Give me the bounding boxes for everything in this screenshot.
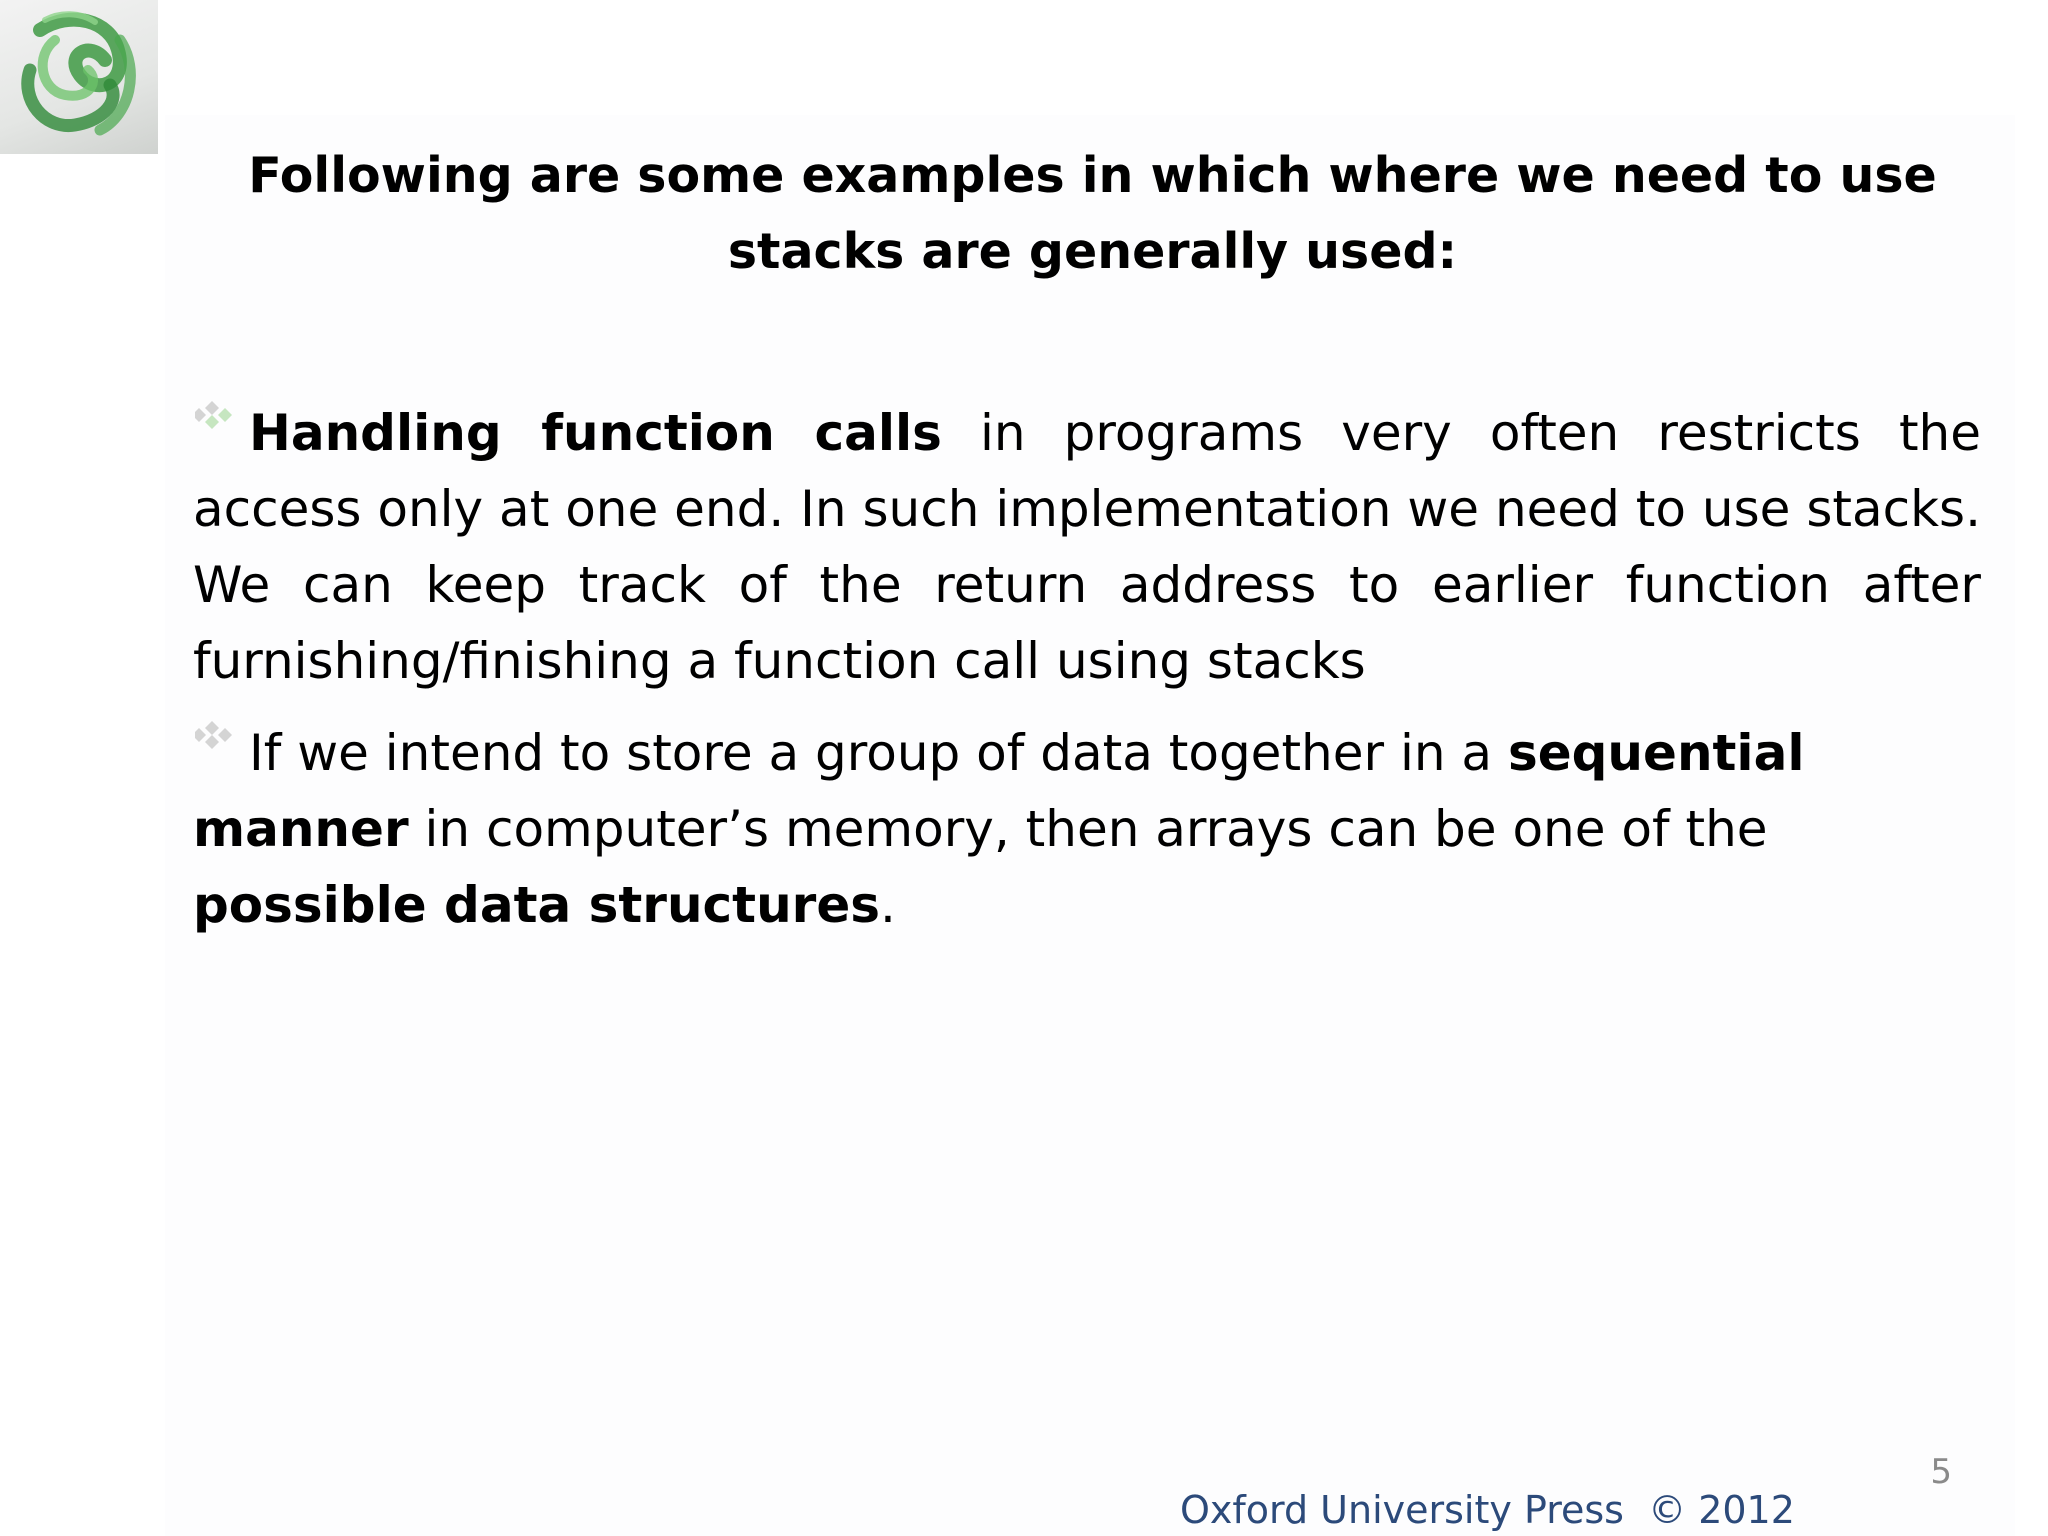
bullet-text: in programs very often restricts the access only at one end. In such implementation we need to use stacks. We can keep track of the return address to earlier function after furnishing/finishing a function call using stacks [193, 404, 1981, 690]
diamond-bullet-icon [193, 719, 249, 769]
slide-title: Following are some examples in which where we need to use stacks are generally used: [248, 147, 1937, 280]
bullet-bold-lead: Handling function calls [249, 404, 942, 462]
bullet-text-middle: in computer’s memory, then arrays can be one of the [408, 800, 1768, 858]
bullet-item-function-calls [193, 395, 1981, 699]
bullet-item-sequential-storage [193, 715, 1981, 943]
footer-copyright: Oxford University Press © 2012 [1180, 1488, 1795, 1532]
bullet-list [193, 395, 1981, 943]
bullet-bold-data-structures: possible data structures [193, 876, 881, 934]
logo-icon [0, 0, 158, 154]
bullet-text-after: . [880, 876, 896, 934]
bullet-bold-sequential: sequential manner [193, 724, 1805, 858]
bullet-text-before: If we intend to store a group of data together in a [249, 724, 1508, 782]
diamond-bullet-icon [193, 399, 249, 449]
page-number: 5 [1930, 1452, 1952, 1492]
